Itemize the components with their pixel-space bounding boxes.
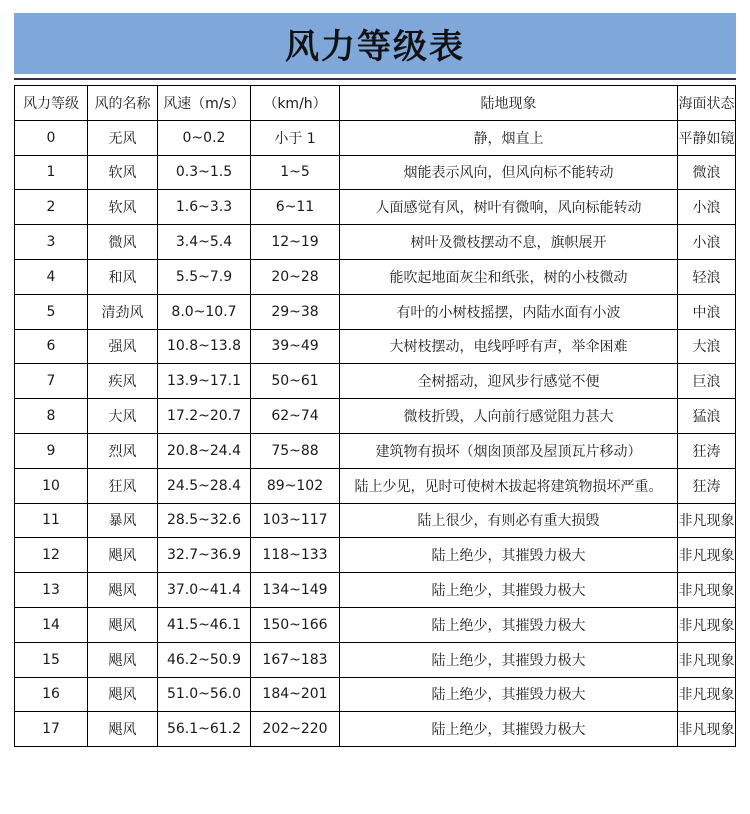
cell-name: 飓风 [88,573,158,608]
cell-sea: 非凡现象 [678,712,736,747]
cell-sea: 小浪 [678,225,736,260]
cell-land: 陆上绝少，其摧毁力极大 [340,677,678,712]
cell-sea: 非凡现象 [678,607,736,642]
table-row [15,364,736,399]
cell-land: 陆上绝少，其摧毁力极大 [340,712,678,747]
cell-level: 3 [15,225,88,260]
cell-sea: 平静如镜 [678,120,736,155]
table-row [15,120,736,155]
table-row [15,259,736,294]
cell-name: 和风 [88,259,158,294]
table-row [15,155,736,190]
cell-name: 微风 [88,225,158,260]
cell-level: 10 [15,468,88,503]
cell-level: 0 [15,120,88,155]
cell-speed-ms: 1.6~3.3 [158,190,251,225]
cell-land: 烟能表示风向，但风向标不能转动 [340,155,678,190]
cell-speed-kmh: 118~133 [251,538,340,573]
cell-level: 13 [15,573,88,608]
cell-land: 陆上少见，见时可使树木拔起将建筑物损坏严重。 [340,468,678,503]
cell-name: 无风 [88,120,158,155]
cell-speed-kmh: 39~49 [251,329,340,364]
cell-sea: 微浪 [678,155,736,190]
cell-speed-ms: 5.5~7.9 [158,259,251,294]
header-name: 风的名称 [88,86,158,121]
cell-sea: 大浪 [678,329,736,364]
cell-name: 强风 [88,329,158,364]
cell-level: 2 [15,190,88,225]
cell-speed-ms: 13.9~17.1 [158,364,251,399]
cell-speed-kmh: 1~5 [251,155,340,190]
cell-speed-kmh: 62~74 [251,399,340,434]
cell-sea: 非凡现象 [678,538,736,573]
table-row [15,190,736,225]
cell-level: 5 [15,294,88,329]
cell-sea: 轻浪 [678,259,736,294]
cell-land: 能吹起地面灰尘和纸张，树的小枝微动 [340,259,678,294]
cell-land: 静，烟直上 [340,120,678,155]
table-row [15,573,736,608]
cell-name: 烈风 [88,433,158,468]
table-row [15,294,736,329]
table-row [15,329,736,364]
cell-speed-ms: 56.1~61.2 [158,712,251,747]
cell-sea: 狂涛 [678,433,736,468]
title-divider [14,78,736,80]
table-row [15,225,736,260]
cell-sea: 猛浪 [678,399,736,434]
cell-land: 陆上绝少，其摧毁力极大 [340,573,678,608]
cell-speed-kmh: 29~38 [251,294,340,329]
cell-land: 建筑物有损坏（烟囱顶部及屋顶瓦片移动） [340,433,678,468]
cell-speed-ms: 17.2~20.7 [158,399,251,434]
cell-level: 11 [15,503,88,538]
cell-sea: 非凡现象 [678,677,736,712]
cell-name: 飓风 [88,538,158,573]
cell-land: 有叶的小树枝摇摆，内陆水面有小波 [340,294,678,329]
cell-land: 树叶及微枝摆动不息，旗帜展开 [340,225,678,260]
cell-level: 12 [15,538,88,573]
cell-land: 微枝折毁，人向前行感觉阻力甚大 [340,399,678,434]
cell-speed-ms: 3.4~5.4 [158,225,251,260]
page-title: 风力等级表 [285,27,465,67]
cell-speed-kmh: 184~201 [251,677,340,712]
table-row [15,468,736,503]
cell-name: 软风 [88,190,158,225]
table-row [15,433,736,468]
cell-speed-ms: 24.5~28.4 [158,468,251,503]
header-sea: 海面状态 [678,86,736,121]
cell-speed-ms: 8.0~10.7 [158,294,251,329]
cell-speed-kmh: 12~19 [251,225,340,260]
cell-speed-kmh: 167~183 [251,642,340,677]
cell-sea: 中浪 [678,294,736,329]
table-row [15,538,736,573]
title-banner [14,13,736,74]
cell-speed-kmh: 50~61 [251,364,340,399]
cell-speed-kmh: 134~149 [251,573,340,608]
cell-level: 6 [15,329,88,364]
cell-land: 大树枝摆动，电线呼呼有声，举伞困难 [340,329,678,364]
table-header-row [15,86,736,121]
cell-name: 大风 [88,399,158,434]
cell-speed-ms: 28.5~32.6 [158,503,251,538]
table-row [15,642,736,677]
header-speed-kmh: （km/h） [251,86,340,121]
cell-level: 4 [15,259,88,294]
cell-speed-ms: 10.8~13.8 [158,329,251,364]
cell-level: 17 [15,712,88,747]
cell-land: 陆上绝少，其摧毁力极大 [340,607,678,642]
cell-name: 飓风 [88,607,158,642]
cell-sea: 非凡现象 [678,503,736,538]
cell-name: 清劲风 [88,294,158,329]
cell-sea: 非凡现象 [678,642,736,677]
cell-speed-ms: 0~0.2 [158,120,251,155]
header-land: 陆地现象 [340,86,678,121]
cell-speed-ms: 51.0~56.0 [158,677,251,712]
cell-speed-kmh: 103~117 [251,503,340,538]
header-level: 风力等级 [15,86,88,121]
cell-level: 7 [15,364,88,399]
cell-speed-kmh: 150~166 [251,607,340,642]
cell-speed-kmh: 6~11 [251,190,340,225]
table-row [15,677,736,712]
cell-speed-ms: 46.2~50.9 [158,642,251,677]
cell-speed-kmh: 小于 1 [251,120,340,155]
cell-name: 飓风 [88,677,158,712]
cell-sea: 小浪 [678,190,736,225]
table-row [15,607,736,642]
cell-level: 8 [15,399,88,434]
cell-name: 暴风 [88,503,158,538]
cell-name: 疾风 [88,364,158,399]
cell-sea: 非凡现象 [678,573,736,608]
cell-speed-ms: 41.5~46.1 [158,607,251,642]
cell-level: 15 [15,642,88,677]
cell-name: 软风 [88,155,158,190]
cell-name: 飓风 [88,712,158,747]
table-row [15,503,736,538]
cell-sea: 狂涛 [678,468,736,503]
cell-level: 16 [15,677,88,712]
cell-sea: 巨浪 [678,364,736,399]
cell-speed-kmh: 202~220 [251,712,340,747]
cell-speed-kmh: 20~28 [251,259,340,294]
cell-land: 全树摇动，迎风步行感觉不便 [340,364,678,399]
cell-speed-ms: 20.8~24.4 [158,433,251,468]
cell-land: 人面感觉有风，树叶有微响，风向标能转动 [340,190,678,225]
cell-speed-ms: 37.0~41.4 [158,573,251,608]
cell-land: 陆上绝少，其摧毁力极大 [340,642,678,677]
cell-name: 飓风 [88,642,158,677]
wind-scale-table [14,85,736,747]
header-speed-ms: 风速（m/s） [158,86,251,121]
table-body [15,120,736,746]
cell-speed-kmh: 89~102 [251,468,340,503]
cell-land: 陆上绝少，其摧毁力极大 [340,538,678,573]
cell-level: 1 [15,155,88,190]
cell-name: 狂风 [88,468,158,503]
cell-land: 陆上很少，有则必有重大损毁 [340,503,678,538]
cell-level: 14 [15,607,88,642]
cell-level: 9 [15,433,88,468]
cell-speed-ms: 0.3~1.5 [158,155,251,190]
cell-speed-ms: 32.7~36.9 [158,538,251,573]
table-row [15,712,736,747]
table-row [15,399,736,434]
cell-speed-kmh: 75~88 [251,433,340,468]
